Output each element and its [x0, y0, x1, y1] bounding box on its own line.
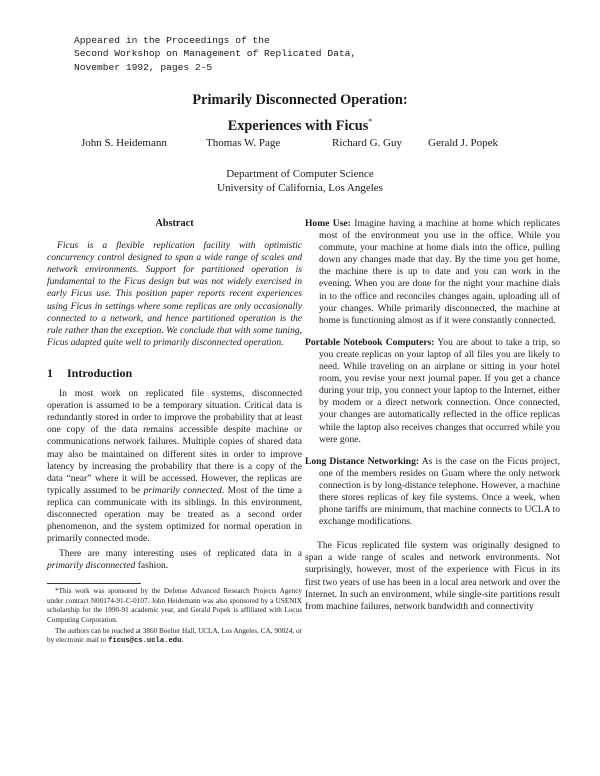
section-title: Introduction	[67, 365, 133, 380]
intro-p1-text-a: In most work on replicated file systems, disconnected operation is assumed to be a temporary situation. Critical data is redundantly stored in order to improve the probability that at least one copy of the data remains accessible despite machine or communications network failures. Multiple copies of shared data may also be maintained on different sites in order to improve latency by increasing the probability that there is a copy of the data “near” where it will be accessed. However, the replicas are typically assumed to be	[47, 388, 302, 496]
abstract-heading: Abstract	[155, 218, 194, 229]
intro-paragraph-1	[47, 388, 302, 545]
intro-paragraph-2	[47, 548, 302, 572]
use-home	[305, 218, 560, 327]
use-long-distance-text: As is the case on the Ficus project, one of the members resides on Guam where the only network connection is by long-distance telephone. However, a machine there stores replicas of key file systems. Once a week, when phone tariffs are minimum, that machine connects to UCLA to exchange modifications.	[319, 455, 560, 528]
footnote-2-text: The authors can be reached at 3860 Boelter Hall, UCLA, Los Angeles, CA, 90024, or by electronic mail to	[47, 627, 302, 645]
author-4: Gerald J. Popek	[428, 137, 498, 149]
footnote-2-end: .	[181, 636, 184, 645]
section-number: 1	[47, 365, 53, 380]
use-notebook-text: You are about to take a trip, so you create replicas on your laptop of all files you are likely to need. While traveling on an airplane or sitting in your hotel room, you revise your next journal paper. If you get a chance during your trip, you connect your laptop to the Internet, either by modem or a direct network connection. Once connected, your changes are automatically reflected in the office replicas while the laptop also receives changes that occurred while you were gone.	[319, 336, 560, 445]
right-column	[305, 218, 560, 613]
footnote-rule	[47, 583, 141, 584]
publication-notice	[74, 34, 356, 74]
closing-paragraph: The Ficus replicated file system was originally designed to span a wide range of scales and network environments. Not surprisingly, however, most of the experience with Ficus in its first two years of use has been in a local area network and over the Internet. In such an environment, while single-site partitions result from machine failures, network bandwidth and connectivity	[305, 540, 560, 612]
contact-email: ficus@cs.ucla.edu	[108, 637, 182, 646]
notice-line-3: November 1992, pages 2-5	[74, 61, 213, 73]
footnote-1: *This work was sponsored by the Defense Advanced Research Projects Agency under contract N00174-91-C-0107. John Heidemann was also sponsored by a USENIX scholarship for the 1990-91 academic year, and Gerald Popek is affiliated with Locus Computing Corporation.	[47, 587, 302, 624]
intro-p2-emphasis: primarily disconnected	[47, 560, 136, 572]
use-notebook	[305, 337, 560, 446]
abstract-text: Ficus is a flexible replication facility with optimistic concurrency control designed to span a wide range of scales and network environments. Support for partitioned operation is fundamental to the Ficus design but was not widely exercised in early Ficus use. This position paper reports recent experiences using Ficus in settings where some replicas are only occasionally connected to a network, and hence partitioned operation is the rule rather than the exception. We conclude that with some tuning, Ficus adapted quite well to primarily disconnected operation.	[47, 240, 302, 348]
use-notebook-label: Portable Notebook Computers:	[305, 336, 435, 348]
intro-p1-emphasis: primarily connected	[143, 484, 222, 496]
author-2: Thomas W. Page	[206, 137, 281, 149]
affiliation-line-2: University of California, Los Angeles	[217, 182, 383, 194]
title-line-1: Primarily Disconnected Operation:	[192, 92, 408, 108]
intro-p1-text-b: . Most of the time a replica can communicate with its siblings. In this environment, disconnected operation may be treated as a second order phenomenon, and the system optimized for normal operation in primarily connected mode.	[47, 484, 302, 545]
affiliation	[0, 167, 600, 195]
paper-title	[0, 90, 600, 137]
use-long-distance	[305, 456, 560, 529]
section-heading-introduction	[47, 367, 302, 379]
footnote-2	[47, 627, 302, 647]
intro-p2-text-b: fashion.	[137, 560, 169, 572]
author-3: Richard G. Guy	[332, 137, 402, 149]
title-footnote-mark: *	[368, 117, 373, 126]
title-line-2-text: Experiences with Ficus	[227, 118, 369, 134]
left-column	[47, 218, 302, 649]
affiliation-line-1: Department of Computer Science	[226, 168, 374, 180]
intro-p2-text-a: There are many interesting uses of replicated data in a	[59, 548, 302, 560]
author-1: John S. Heidemann	[81, 137, 167, 149]
use-long-distance-label: Long Distance Networking:	[305, 455, 420, 467]
title-line-2	[0, 111, 600, 137]
notice-line-1: Appeared in the Proceedings of the	[74, 35, 270, 46]
use-home-text: Imagine having a machine at home which replicates most of the environment you use in the office. While you commute, your machine at home dials into the office, pulling down any changes made that day. By the time you get home, the machine there is up to date and you can work in the evening. When you are done for the night your machine dials in to the office and reconciles changes again, uploading all of your changes. While primarily disconnected, the machine at home is functioning almost as if it were constantly connected.	[319, 218, 560, 326]
notice-line-2: Second Workshop on Management of Replicated Data,	[74, 48, 357, 60]
use-home-label: Home Use:	[305, 218, 351, 229]
